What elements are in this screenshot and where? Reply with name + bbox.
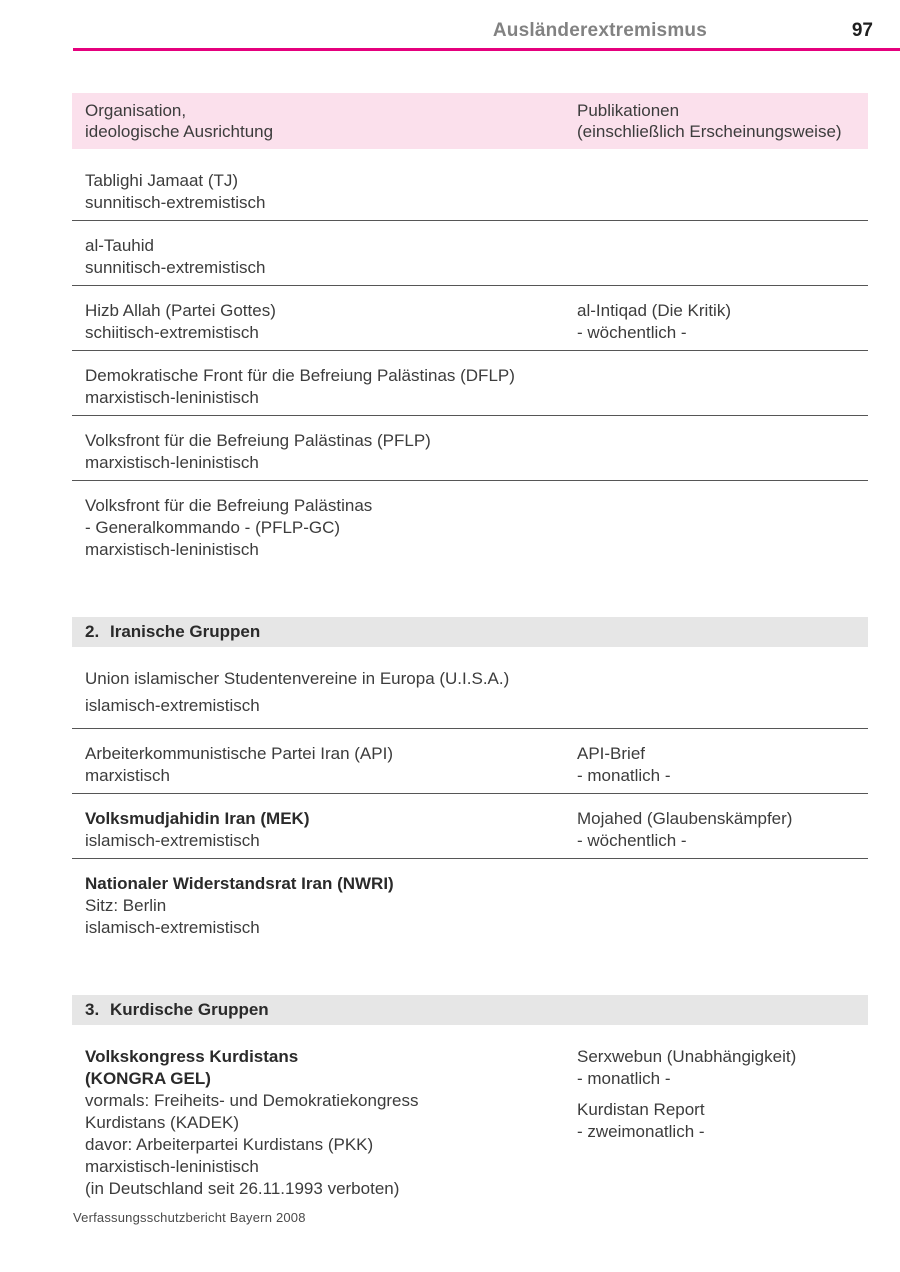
publication-line: Mojahed (Glaubenskämpfer) <box>577 809 793 828</box>
organisation-line: marxistisch-leninistisch <box>85 388 259 407</box>
organisation-line: Arbeiterkommunistische Partei Iran (API) <box>85 744 393 763</box>
organisation-cell <box>72 743 577 787</box>
section-number: 3. <box>85 1000 100 1019</box>
organisation-cell <box>72 495 577 561</box>
publication-line: - zweimonatlich - <box>577 1122 705 1141</box>
organisation-line: Tablighi Jamaat (TJ) <box>85 171 239 190</box>
table-header-publikationen <box>577 100 868 142</box>
organisation-line: Volkskongress Kurdistans <box>85 1047 299 1066</box>
publication-line: API-Brief <box>577 744 646 763</box>
table-row <box>72 351 868 416</box>
publication-group <box>577 1099 868 1143</box>
table-row <box>72 286 868 351</box>
organisation-cell <box>72 235 577 279</box>
organisation-line: Kurdistans (KADEK) <box>85 1113 239 1132</box>
organisation-cell <box>72 808 577 852</box>
publication-line: al-Intiqad (Die Kritik) <box>577 301 731 320</box>
table-row <box>72 859 868 945</box>
table-row <box>72 481 868 567</box>
table <box>72 93 868 1206</box>
organisation-cell <box>72 1046 577 1200</box>
publication-cell <box>577 668 868 722</box>
publication-cell <box>577 808 868 852</box>
organisation-line: Nationaler Widerstandsrat Iran (NWRI) <box>85 874 394 893</box>
organisation-line: al-Tauhid <box>85 236 154 255</box>
organisation-line: Volksfront für die Befreiung Palästinas (PFLP) <box>85 431 431 450</box>
organisation-line: Sitz: Berlin <box>85 896 167 915</box>
page-header-title: Ausländerextremismus <box>492 20 707 41</box>
publication-cell <box>577 235 868 279</box>
section-rows <box>72 1025 868 1206</box>
organisation-line: marxistisch-leninistisch <box>85 540 259 559</box>
organisation-line: Volksfront für die Befreiung Palästinas <box>85 496 373 515</box>
publication-cell <box>577 495 868 561</box>
organisation-line: (in Deutschland seit 26.11.1993 verboten) <box>85 1179 400 1198</box>
table-header-organisation <box>72 100 577 142</box>
table-header-pub-line1: Publikationen <box>577 101 680 120</box>
organisation-line: Union islamischer Studentenvereine in Europa (U.I.S.A.) <box>85 669 510 688</box>
header-rule <box>73 48 900 51</box>
publication-group <box>577 1046 868 1090</box>
organisation-line: marxistisch <box>85 766 171 785</box>
section-heading <box>72 995 868 1025</box>
organisation-line: islamisch-extremistisch <box>85 918 260 937</box>
table-body <box>72 149 868 1206</box>
page-footer: Verfassungsschutzbericht Bayern 2008 <box>73 1210 306 1225</box>
organisation-line: davor: Arbeiterpartei Kurdistans (PKK) <box>85 1135 374 1154</box>
page-number: 97 <box>851 20 873 41</box>
organisation-line: marxistisch-leninistisch <box>85 1157 259 1176</box>
publication-group <box>577 743 868 787</box>
table-header-org-line1: Organisation, <box>85 101 187 120</box>
publication-line: Serxwebun (Unabhängigkeit) <box>577 1047 797 1066</box>
organisation-cell <box>72 430 577 474</box>
table-row <box>72 416 868 481</box>
section-rows <box>72 647 868 945</box>
organisation-line: sunnitisch-extremistisch <box>85 193 266 212</box>
section-title: Iranische Gruppen <box>110 622 261 641</box>
publication-group <box>577 808 868 852</box>
section-heading <box>72 617 868 647</box>
section-number: 2. <box>85 622 100 641</box>
publication-cell <box>577 300 868 344</box>
organisation-cell <box>72 668 577 722</box>
organisation-line: schiitisch-extremistisch <box>85 323 259 342</box>
organisation-cell <box>72 873 577 939</box>
publication-cell <box>577 743 868 787</box>
table-row <box>72 794 868 859</box>
organisation-cell <box>72 170 577 214</box>
publication-cell <box>577 365 868 409</box>
organisation-cell <box>72 365 577 409</box>
publication-line: - monatlich - <box>577 1069 671 1088</box>
publication-cell <box>577 1046 868 1200</box>
organisation-line: islamisch-extremistisch <box>85 696 260 715</box>
table-row <box>72 221 868 286</box>
publication-group <box>577 300 868 344</box>
table-row <box>72 1025 868 1206</box>
table-header-pub-line2: (einschließlich Erscheinungsweise) <box>577 122 842 141</box>
organisation-line: Hizb Allah (Partei Gottes) <box>85 301 276 320</box>
publication-line: - wöchentlich - <box>577 323 687 342</box>
section-title: Kurdische Gruppen <box>110 1000 269 1019</box>
publication-line: - wöchentlich - <box>577 831 687 850</box>
organisation-line: sunnitisch-extremistisch <box>85 258 266 277</box>
organisation-line: (KONGRA GEL) <box>85 1069 211 1088</box>
publication-cell <box>577 430 868 474</box>
organisation-line: islamisch-extremistisch <box>85 831 260 850</box>
organisation-line: vormals: Freiheits- und Demokratiekongress <box>85 1091 419 1110</box>
organisation-cell <box>72 300 577 344</box>
organisation-line: Demokratische Front für die Befreiung Palästinas (DFLP) <box>85 366 515 385</box>
section-rows <box>72 149 868 567</box>
table-row <box>72 729 868 794</box>
table-row <box>72 647 868 729</box>
publication-cell <box>577 873 868 939</box>
publication-cell <box>577 170 868 214</box>
organisation-line: - Generalkommando - (PFLP-GC) <box>85 518 341 537</box>
organisation-line: marxistisch-leninistisch <box>85 453 259 472</box>
publication-line: Kurdistan Report <box>577 1100 705 1119</box>
publication-line: - monatlich - <box>577 766 671 785</box>
table-header-org-line2: ideologische Ausrichtung <box>85 122 274 141</box>
table-row <box>72 149 868 221</box>
organisation-line: Volksmudjahidin Iran (MEK) <box>85 809 310 828</box>
table-header-row <box>72 93 868 149</box>
